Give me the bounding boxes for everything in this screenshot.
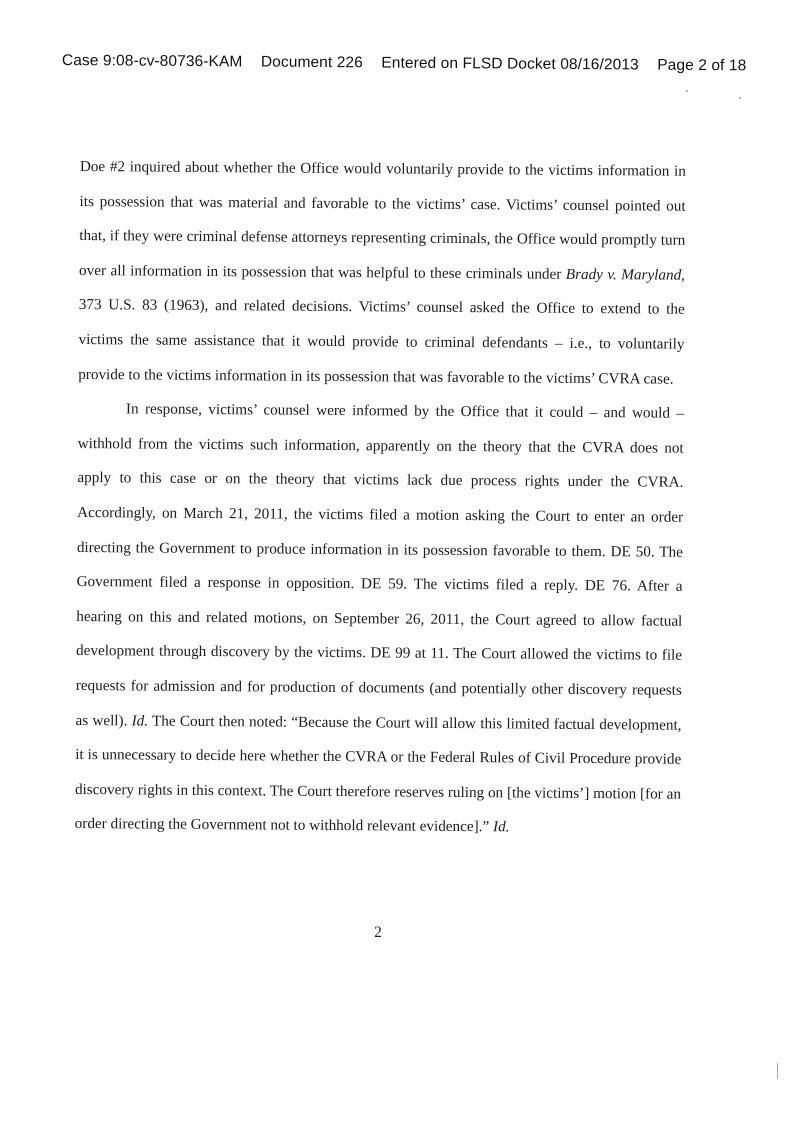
case-citation: Brady v. Maryland bbox=[565, 265, 682, 284]
document-body bbox=[75, 150, 686, 847]
paragraph-1-text-a: Doe #2 inquired about whether the Office would voluntarily provide to the victims information in its possession that was material and favorable to the victims’ case. Victims’ counsel pointed out that, if they were criminal defense attorneys representing criminals, the Office would promptly turn over all information in its possession that was helpful to these criminals under bbox=[78, 157, 686, 283]
page-number: 2 bbox=[374, 924, 382, 941]
paragraph-2-text-a: In response, victims’ counsel were informed by the Office that it could – and would – withhold from the victims such information, apparently on the theory that the CVRA does not apply to this case or on the theory that victims lack due process rights under the CVRA. Accordingly, on March 21, 2011, the victims filed a motion asking the Court to enter an order directing the Government to produce information in its possession favorable to them. DE 50. The Government filed a response in opposition. DE 59. The victims filed a reply. DE 76. After a hearing on this and related motions, on September 26, 2011, the Court agreed to allow factual development through discovery by the victims. DE 99 at 11. The Court allowed the victims to file requests for admission and for production of documents (and potentially other discovery requests as well). bbox=[75, 400, 685, 729]
docket-entry: Entered on FLSD Docket 08/16/2013 bbox=[381, 54, 639, 74]
scan-edge-mark bbox=[777, 1063, 778, 1079]
scan-speck bbox=[739, 97, 741, 99]
paragraph-1-text-b: , 373 U.S. 83 (1963), and related decisions. Victims’ counsel asked the Office to extend to the victims the same assistance that it would provide to criminal defendants – i.e., to voluntarily provide to the victims information in its possession that was favorable to the victims’ CVRA case. bbox=[78, 266, 686, 388]
scan-speck bbox=[686, 90, 688, 92]
docket-header bbox=[61, 52, 747, 75]
case-number: Case 9:08-cv-80736-KAM bbox=[61, 52, 243, 71]
id-citation-1: Id. bbox=[131, 711, 149, 730]
paragraph-2-text-b: The Court then noted: “Because the Court will allow this limited factual development, it is unnecessary to decide here whether the CVRA or the Federal Rules of Civil Procedure provide discovery rights in this context. The Court therefore reserves ruling on [the victims’] motion [for an order directing the Government not to withhold relevant evidence].” bbox=[74, 712, 682, 836]
document-number: Document 226 bbox=[260, 53, 363, 72]
id-citation-2: Id. bbox=[492, 818, 510, 836]
paragraph-2 bbox=[75, 392, 685, 846]
paragraph-1 bbox=[78, 150, 686, 397]
page-count: Page 2 of 18 bbox=[657, 56, 747, 75]
